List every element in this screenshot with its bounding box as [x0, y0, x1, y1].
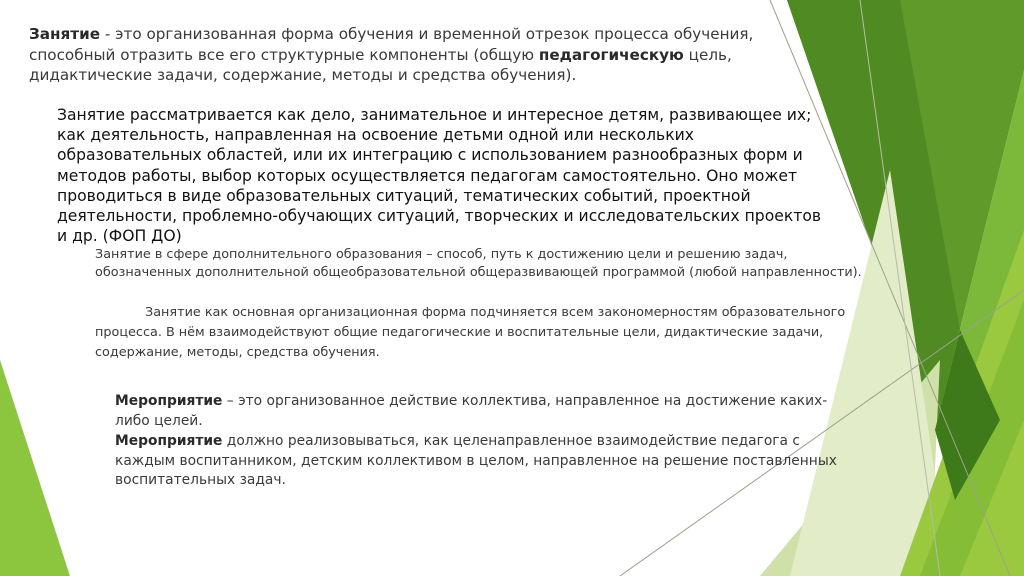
term-lesson: Занятие: [29, 25, 101, 43]
lesson-description: Занятие рассматривается как дело, занимательное и интересное детям, развивающее их; как деятельность, направленная на освоение детьми одной или нескольких образовательных областей, или их интеграцию с использованием разнообразных форм и методов работы, выбор которых осуществляется педагогам самостоятельно. Оно может проводиться в виде образовательных ситуаций, тематических событий, проектной деятельности, проблемно-обучающих ситуаций, творческих и исследовательских проектов и др. (ФОП ДО): [57, 106, 822, 246]
lesson-organizational-form: Занятие как основная организационная форма подчиняется всем закономерностям образовательного процесса. В нём взаимодействуют общие педагогические и воспитательные цели, дидактические задачи, содержание, методы, средства обучения.: [95, 305, 846, 361]
definition-lesson: [29, 24, 779, 86]
term-pedagogical: педагогическую: [538, 45, 684, 64]
lesson-additional-education: Занятие в сфере дополнительного образования – способ, путь к достижению цели и решению задач, обозначенных дополнительной общеобразовательной общеразвивающей программой (любой направленности).: [95, 247, 862, 280]
term-event-2: Мероприятие: [115, 433, 223, 449]
definition-lesson-text-a: - это организованная форма обучения и временной отрезок процесса обучения, способный отразить все его структурные компоненты (общую: [29, 25, 754, 64]
definition-event: [115, 392, 855, 431]
left-green-triangle: [0, 360, 70, 576]
term-event: Мероприятие: [115, 393, 223, 409]
definition-event-text: – это организованное действие коллектива, направленное на достижение каких-либо целей.: [115, 393, 828, 429]
event-implementation-text: должно реализовываться, как целенаправленное взаимодействие педагога с каждым воспитанником, детским коллективом в целом, направленное на решение поставленных воспитательных задач.: [115, 433, 837, 488]
definition-lesson-text-b: цель, дидактические задачи, содержание, методы и средства обучения).: [29, 45, 732, 84]
event-implementation: [115, 432, 855, 491]
